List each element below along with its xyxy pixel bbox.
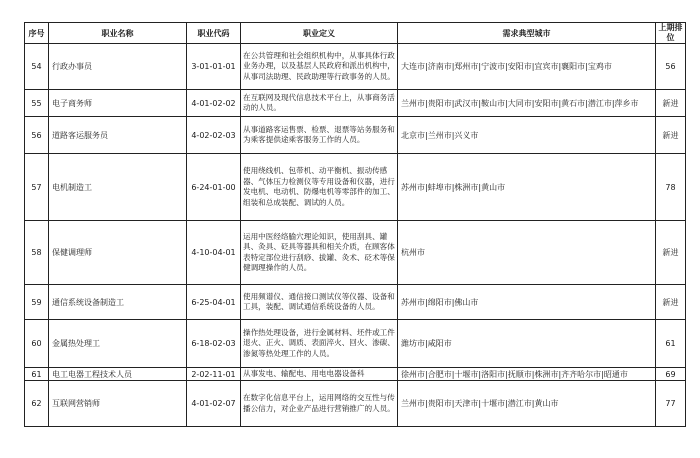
row-rank: 61: [656, 320, 686, 368]
header-row: [25, 23, 686, 44]
row-num: 61: [25, 368, 49, 381]
header-name: 职业名称: [49, 23, 187, 44]
row-rank: 新进: [656, 221, 686, 285]
row-name: 保健调理师: [49, 221, 187, 285]
occupation-table: [24, 22, 686, 427]
row-name: 电工电器工程技术人员: [49, 368, 187, 381]
row-num: 58: [25, 221, 49, 285]
row-definition: 从事道路客运售票、检票、退票等站务服务和为乘客提供途乘客服务工作的人员。: [241, 117, 398, 154]
row-code: 6-18-02-03: [187, 320, 241, 368]
row-cities: 苏州市|绵阳市|佛山市: [398, 285, 656, 320]
row-num: 59: [25, 285, 49, 320]
row-cities: 大连市|济南市|郑州市|宁波市|安阳市|宜宾市|襄阳市|宝鸡市: [398, 44, 656, 90]
table-row: [25, 117, 686, 154]
row-cities: 潍坊市|咸阳市: [398, 320, 656, 368]
row-num: 60: [25, 320, 49, 368]
row-cities: 兰州市|贵阳市|天津市|十堰市|潜江市|黄山市: [398, 381, 656, 427]
row-definition: 在公共管理和社会组织机构中，从事具体行政业务办理，以及基层人民政府和派出机构中，从事司法助理、民政助理等行政事务的人员。: [241, 44, 398, 90]
row-code: 6-24-01-00: [187, 154, 241, 221]
row-name: 行政办事员: [49, 44, 187, 90]
row-definition: 运用中医经络腧穴理论知识，使用刮具、罐具、灸具、砭具等器具和相关介质，在顾客体表特定部位进行刮痧、拔罐、灸术、砭术等保健调理操作的人员。: [241, 221, 398, 285]
row-rank: 78: [656, 154, 686, 221]
header-num: 序号: [25, 23, 49, 44]
row-num: 54: [25, 44, 49, 90]
header-cities: 需求典型城市: [398, 23, 656, 44]
row-cities: 北京市|兰州市|兴义市: [398, 117, 656, 154]
header-rank: 上期排位: [656, 23, 686, 44]
row-num: 56: [25, 117, 49, 154]
row-cities: 苏州市|蚌埠市|株洲市|黄山市: [398, 154, 656, 221]
row-name: 互联网营销师: [49, 381, 187, 427]
row-code: 4-01-02-07: [187, 381, 241, 427]
row-rank: 新进: [656, 117, 686, 154]
row-cities: 杭州市: [398, 221, 656, 285]
row-name: 道路客运服务员: [49, 117, 187, 154]
row-definition: 从事发电、输配电、用电电器设备科: [241, 368, 398, 381]
table-row: [25, 44, 686, 90]
row-name: 电子商务师: [49, 90, 187, 117]
table-row: [25, 320, 686, 368]
table-row: [25, 368, 686, 381]
row-code: 6-25-04-01: [187, 285, 241, 320]
table-row: [25, 381, 686, 427]
row-code: 3-01-01-01: [187, 44, 241, 90]
row-rank: 69: [656, 368, 686, 381]
row-name: 通信系统设备制造工: [49, 285, 187, 320]
row-definition: 使用绕线机、包带机、动平衡机、振动传感器、气体压力检测仪等专用设备和仪器，进行发电机、电动机、防爆电机等零部件的加工、组装和总成装配、调试的人员。: [241, 154, 398, 221]
row-num: 57: [25, 154, 49, 221]
row-num: 62: [25, 381, 49, 427]
header-definition: 职业定义: [241, 23, 398, 44]
row-rank: 77: [656, 381, 686, 427]
row-rank: 新进: [656, 90, 686, 117]
row-code: 4-01-02-02: [187, 90, 241, 117]
row-code: 4-10-04-01: [187, 221, 241, 285]
row-definition: 在互联网及现代信息技术平台上，从事商务活动的人员。: [241, 90, 398, 117]
row-name: 电机制造工: [49, 154, 187, 221]
table-row: [25, 154, 686, 221]
row-code: 4-02-02-03: [187, 117, 241, 154]
table-row: [25, 285, 686, 320]
row-definition: 操作热处理设备，进行金属材料、坯件或工件退火、正火、调质、表面淬火、回火、渗碳、渗氮等热处理工作的人员。: [241, 320, 398, 368]
table-row: [25, 90, 686, 117]
row-num: 55: [25, 90, 49, 117]
row-definition: 在数字化信息平台上，运用网络的交互性与传播公信力，对企业产品进行营销推广的人员。: [241, 381, 398, 427]
row-rank: 56: [656, 44, 686, 90]
row-code: 2-02-11-01: [187, 368, 241, 381]
row-cities: 兰州市|贵阳市|武汉市|鞍山市|大同市|安阳市|黄石市|潜江市|萍乡市: [398, 90, 656, 117]
row-cities: 徐州市|合肥市|十堰市|洛阳市|抚顺市|株洲市|齐齐哈尔市|昭通市: [398, 368, 656, 381]
row-definition: 使用频谱仪、通信接口测试仪等仪器、设备和工具，装配、调试通信系统设备的人员。: [241, 285, 398, 320]
header-code: 职业代码: [187, 23, 241, 44]
table-row: [25, 221, 686, 285]
row-rank: 新进: [656, 285, 686, 320]
row-name: 金属热处理工: [49, 320, 187, 368]
